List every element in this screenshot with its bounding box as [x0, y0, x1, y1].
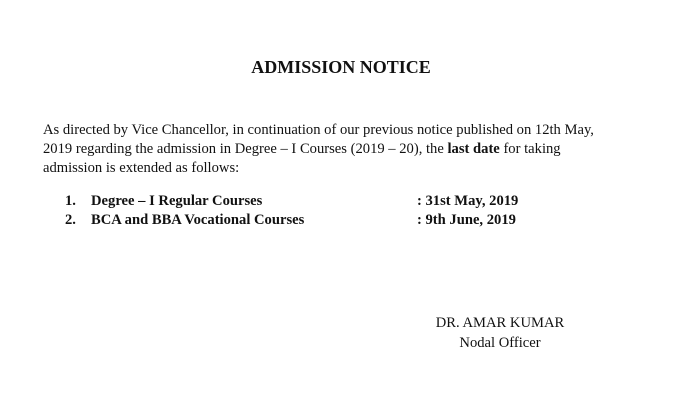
signatory-designation: Nodal Officer [459, 335, 541, 351]
item-number: 2. [65, 212, 76, 228]
body-line-2 [43, 140, 643, 159]
list-item [65, 211, 585, 230]
emphasis-last-date: last date [447, 141, 500, 157]
item-course: BCA and BBA Vocational Courses [91, 212, 305, 228]
body-text: 2019 regarding the admission in Degree – I Courses (2019 – 20), the [43, 141, 448, 157]
item-date: : 9th June, 2019 [417, 212, 516, 228]
item-course: Degree – I Regular Courses [91, 193, 263, 209]
notice-body [43, 121, 643, 178]
item-date: : 31st May, 2019 [417, 193, 519, 209]
body-line-1: As directed by Vice Chancellor, in continuation of our previous notice published on 12th May, [43, 122, 594, 138]
signatory-name: DR. AMAR KUMAR [435, 315, 565, 331]
body-text: for taking [499, 141, 561, 157]
deadline-list [65, 192, 585, 230]
list-item [65, 192, 585, 211]
body-line-3: admission is extended as follows: [43, 160, 240, 176]
notice-title: ADMISSION NOTICE [251, 57, 431, 77]
signature-block [400, 313, 600, 353]
item-number: 1. [65, 193, 76, 209]
